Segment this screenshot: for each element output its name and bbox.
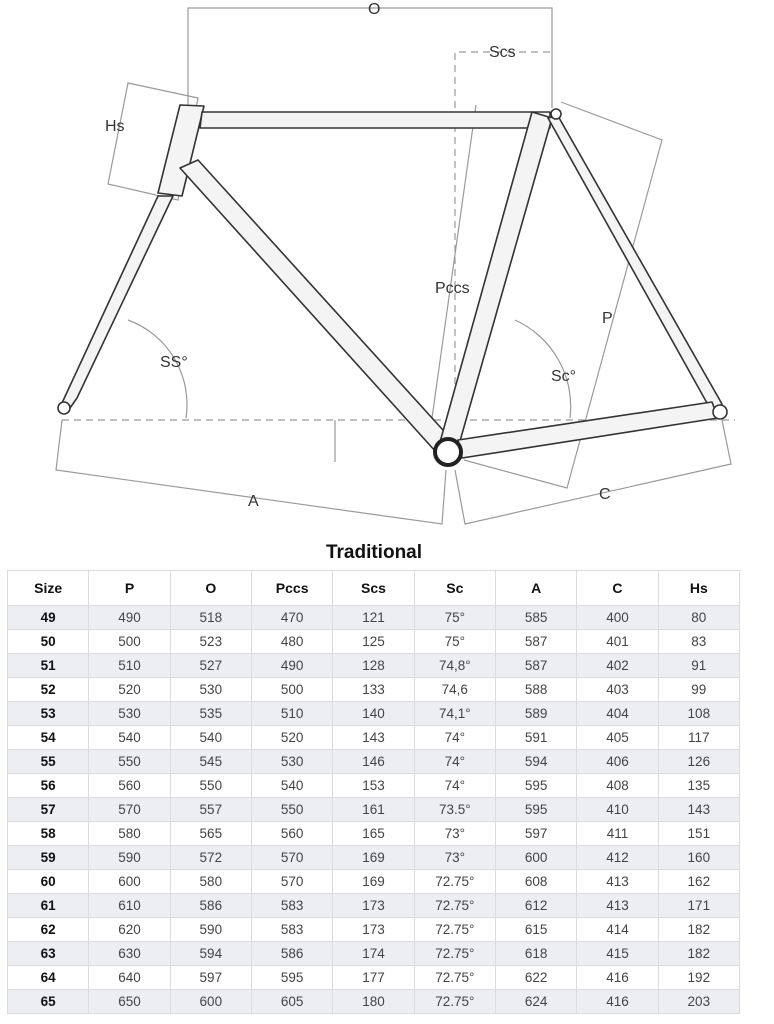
- label-a: A: [248, 493, 259, 510]
- cell-pccs: 540: [251, 774, 332, 798]
- table-row: [8, 918, 740, 942]
- cell-p: 490: [89, 606, 170, 630]
- cell-c: 400: [577, 606, 658, 630]
- cell-sc: 72.75°: [414, 918, 495, 942]
- table-row: [8, 942, 740, 966]
- cell-size: 54: [8, 726, 89, 750]
- cell-c: 404: [577, 702, 658, 726]
- cell-pccs: 583: [251, 894, 332, 918]
- cell-o: 527: [170, 654, 251, 678]
- cell-sc: 75°: [414, 630, 495, 654]
- label-pccs: Pccs: [435, 280, 470, 297]
- top-tube: [200, 112, 550, 128]
- label-ss-angle: SS°: [160, 354, 188, 371]
- cell-pccs: 570: [251, 870, 332, 894]
- geometry-table-section: [7, 540, 741, 1014]
- table-header-row: [8, 571, 740, 606]
- cell-c: 406: [577, 750, 658, 774]
- cell-p: 520: [89, 678, 170, 702]
- header-sc: Sc: [414, 571, 495, 606]
- cell-pccs: 586: [251, 942, 332, 966]
- cell-scs: 165: [333, 822, 414, 846]
- cell-sc: 72.75°: [414, 990, 495, 1014]
- cell-scs: 180: [333, 990, 414, 1014]
- table-row: [8, 606, 740, 630]
- cell-c: 402: [577, 654, 658, 678]
- cell-hs: 91: [658, 654, 739, 678]
- cell-sc: 74°: [414, 750, 495, 774]
- header-o: O: [170, 571, 251, 606]
- cell-size: 49: [8, 606, 89, 630]
- cell-pccs: 470: [251, 606, 332, 630]
- cell-a: 600: [495, 846, 576, 870]
- cell-pccs: 570: [251, 846, 332, 870]
- cell-a: 585: [495, 606, 576, 630]
- cell-hs: 80: [658, 606, 739, 630]
- cell-size: 59: [8, 846, 89, 870]
- cell-p: 530: [89, 702, 170, 726]
- cell-hs: 117: [658, 726, 739, 750]
- cell-o: 597: [170, 966, 251, 990]
- label-o: O: [368, 1, 381, 18]
- cell-p: 620: [89, 918, 170, 942]
- table-row: [8, 870, 740, 894]
- cell-pccs: 583: [251, 918, 332, 942]
- cell-p: 510: [89, 654, 170, 678]
- cell-scs: 161: [333, 798, 414, 822]
- cell-c: 413: [577, 870, 658, 894]
- cell-o: 540: [170, 726, 251, 750]
- cell-size: 63: [8, 942, 89, 966]
- cell-hs: 182: [658, 942, 739, 966]
- cell-pccs: 520: [251, 726, 332, 750]
- cell-pccs: 550: [251, 798, 332, 822]
- cell-pccs: 500: [251, 678, 332, 702]
- cell-scs: 169: [333, 846, 414, 870]
- cell-pccs: 480: [251, 630, 332, 654]
- cell-sc: 73°: [414, 822, 495, 846]
- header-p: P: [89, 571, 170, 606]
- cell-size: 57: [8, 798, 89, 822]
- cell-scs: 146: [333, 750, 414, 774]
- cell-o: 600: [170, 990, 251, 1014]
- cell-scs: 143: [333, 726, 414, 750]
- cell-pccs: 595: [251, 966, 332, 990]
- cell-c: 412: [577, 846, 658, 870]
- header-size: Size: [8, 571, 89, 606]
- cell-c: 411: [577, 822, 658, 846]
- table-body: [8, 606, 740, 1014]
- cell-sc: 74,8°: [414, 654, 495, 678]
- cell-sc: 72.75°: [414, 942, 495, 966]
- cell-hs: 171: [658, 894, 739, 918]
- cell-a: 615: [495, 918, 576, 942]
- cell-o: 572: [170, 846, 251, 870]
- cell-p: 550: [89, 750, 170, 774]
- cell-a: 608: [495, 870, 576, 894]
- bottom-bracket: [435, 439, 461, 465]
- header-scs: Scs: [333, 571, 414, 606]
- cell-p: 570: [89, 798, 170, 822]
- cell-o: 530: [170, 678, 251, 702]
- cell-o: 594: [170, 942, 251, 966]
- table-row: [8, 894, 740, 918]
- cell-a: 587: [495, 654, 576, 678]
- cell-o: 550: [170, 774, 251, 798]
- cell-sc: 72.75°: [414, 870, 495, 894]
- cell-hs: 151: [658, 822, 739, 846]
- cell-sc: 74°: [414, 774, 495, 798]
- cell-c: 416: [577, 966, 658, 990]
- table-row: [8, 654, 740, 678]
- cell-p: 640: [89, 966, 170, 990]
- cell-p: 610: [89, 894, 170, 918]
- table-row: [8, 630, 740, 654]
- cell-hs: 192: [658, 966, 739, 990]
- table-row: [8, 822, 740, 846]
- cell-size: 61: [8, 894, 89, 918]
- cell-scs: 173: [333, 894, 414, 918]
- cell-sc: 75°: [414, 606, 495, 630]
- cell-a: 612: [495, 894, 576, 918]
- cell-sc: 73.5°: [414, 798, 495, 822]
- label-scs: Scs: [489, 44, 516, 61]
- cell-sc: 72.75°: [414, 894, 495, 918]
- header-hs: Hs: [658, 571, 739, 606]
- cell-o: 586: [170, 894, 251, 918]
- table-title: Traditional: [325, 542, 423, 563]
- cell-pccs: 490: [251, 654, 332, 678]
- cell-size: 62: [8, 918, 89, 942]
- table-row: [8, 774, 740, 798]
- cell-scs: 140: [333, 702, 414, 726]
- cell-o: 580: [170, 870, 251, 894]
- cell-size: 56: [8, 774, 89, 798]
- cell-o: 535: [170, 702, 251, 726]
- fork: [62, 196, 173, 408]
- table-row: [8, 798, 740, 822]
- cell-scs: 169: [333, 870, 414, 894]
- cell-a: 591: [495, 726, 576, 750]
- cell-c: 416: [577, 990, 658, 1014]
- cell-size: 60: [8, 870, 89, 894]
- table-row: [8, 990, 740, 1014]
- cell-sc: 74,6: [414, 678, 495, 702]
- cell-p: 540: [89, 726, 170, 750]
- cell-pccs: 530: [251, 750, 332, 774]
- cell-o: 518: [170, 606, 251, 630]
- cell-sc: 73°: [414, 846, 495, 870]
- table-row: [8, 702, 740, 726]
- cell-c: 408: [577, 774, 658, 798]
- cell-pccs: 605: [251, 990, 332, 1014]
- cell-sc: 74°: [414, 726, 495, 750]
- cell-size: 65: [8, 990, 89, 1014]
- cell-scs: 177: [333, 966, 414, 990]
- cell-c: 415: [577, 942, 658, 966]
- cell-p: 590: [89, 846, 170, 870]
- cell-pccs: 510: [251, 702, 332, 726]
- cell-o: 557: [170, 798, 251, 822]
- table-row: [8, 726, 740, 750]
- cell-a: 588: [495, 678, 576, 702]
- cell-a: 618: [495, 942, 576, 966]
- cell-hs: 108: [658, 702, 739, 726]
- cell-o: 545: [170, 750, 251, 774]
- cell-p: 500: [89, 630, 170, 654]
- label-hs: Hs: [105, 118, 125, 135]
- cell-o: 523: [170, 630, 251, 654]
- cell-size: 51: [8, 654, 89, 678]
- seat-clamp: [551, 109, 561, 119]
- header-a: A: [495, 571, 576, 606]
- cell-a: 595: [495, 774, 576, 798]
- cell-size: 52: [8, 678, 89, 702]
- rear-dropout: [713, 405, 727, 419]
- cell-size: 55: [8, 750, 89, 774]
- cell-a: 595: [495, 798, 576, 822]
- cell-p: 650: [89, 990, 170, 1014]
- cell-scs: 128: [333, 654, 414, 678]
- cell-o: 565: [170, 822, 251, 846]
- cell-p: 580: [89, 822, 170, 846]
- cell-a: 622: [495, 966, 576, 990]
- cell-scs: 174: [333, 942, 414, 966]
- cell-hs: 143: [658, 798, 739, 822]
- cell-size: 64: [8, 966, 89, 990]
- cell-sc: 74,1°: [414, 702, 495, 726]
- cell-pccs: 560: [251, 822, 332, 846]
- cell-hs: 160: [658, 846, 739, 870]
- header-c: C: [577, 571, 658, 606]
- cell-scs: 173: [333, 918, 414, 942]
- cell-a: 597: [495, 822, 576, 846]
- header-pccs: Pccs: [251, 571, 332, 606]
- fork-dropout: [58, 402, 70, 414]
- cell-p: 560: [89, 774, 170, 798]
- cell-a: 594: [495, 750, 576, 774]
- cell-hs: 126: [658, 750, 739, 774]
- cell-hs: 182: [658, 918, 739, 942]
- cell-p: 630: [89, 942, 170, 966]
- cell-c: 405: [577, 726, 658, 750]
- cell-scs: 133: [333, 678, 414, 702]
- table-row: [8, 966, 740, 990]
- cell-a: 587: [495, 630, 576, 654]
- table-row: [8, 678, 740, 702]
- cell-c: 410: [577, 798, 658, 822]
- cell-o: 590: [170, 918, 251, 942]
- down-tube: [180, 160, 452, 452]
- label-p: P: [602, 310, 613, 327]
- cell-c: 401: [577, 630, 658, 654]
- cell-hs: 203: [658, 990, 739, 1014]
- cell-a: 589: [495, 702, 576, 726]
- label-c: C: [599, 486, 611, 503]
- cell-hs: 135: [658, 774, 739, 798]
- geometry-table: [7, 570, 740, 1014]
- cell-c: 414: [577, 918, 658, 942]
- cell-scs: 121: [333, 606, 414, 630]
- cell-scs: 153: [333, 774, 414, 798]
- cell-size: 50: [8, 630, 89, 654]
- label-sc-angle: Sc°: [551, 368, 577, 385]
- cell-c: 403: [577, 678, 658, 702]
- table-row: [8, 750, 740, 774]
- cell-size: 53: [8, 702, 89, 726]
- cell-hs: 83: [658, 630, 739, 654]
- cell-a: 624: [495, 990, 576, 1014]
- cell-hs: 99: [658, 678, 739, 702]
- cell-c: 413: [577, 894, 658, 918]
- cell-hs: 162: [658, 870, 739, 894]
- cell-size: 58: [8, 822, 89, 846]
- cell-p: 600: [89, 870, 170, 894]
- table-row: [8, 846, 740, 870]
- cell-sc: 72.75°: [414, 966, 495, 990]
- cell-scs: 125: [333, 630, 414, 654]
